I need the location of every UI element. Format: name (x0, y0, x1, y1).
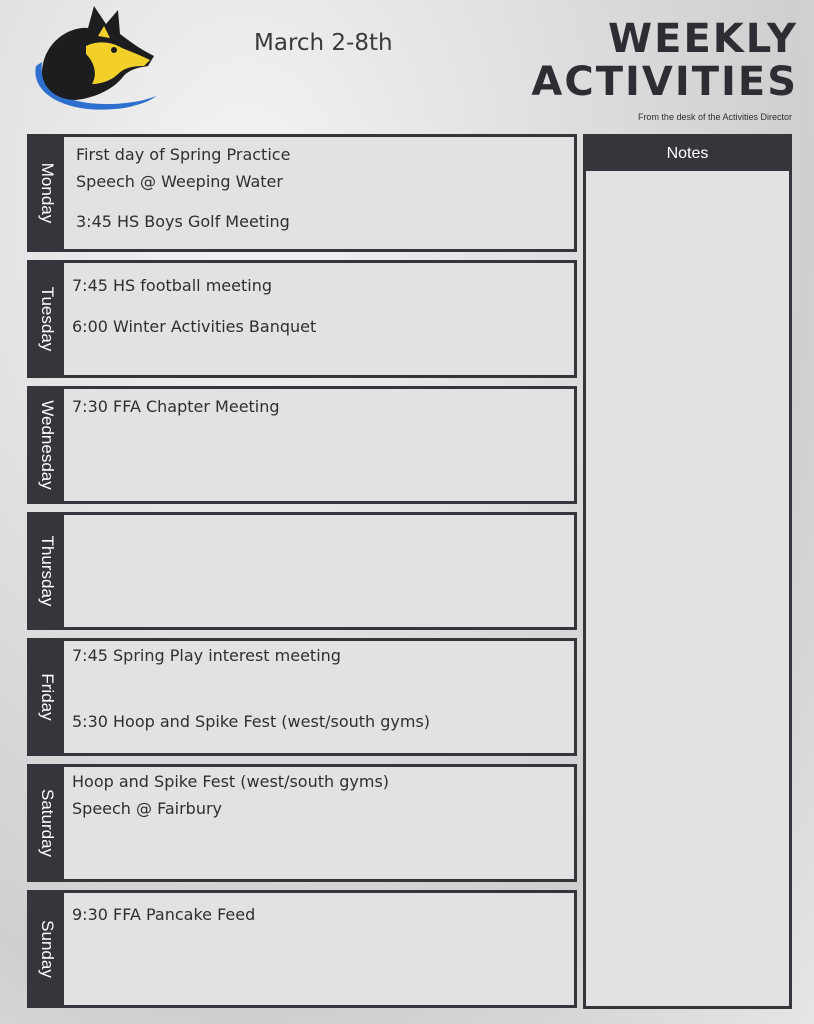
day-tab-saturday (30, 767, 64, 879)
day-content-thursday (64, 515, 574, 627)
day-card-tuesday (27, 260, 577, 378)
day-content-monday (64, 137, 574, 249)
day-tab-thursday (30, 515, 64, 627)
day-card-monday (27, 134, 577, 252)
day-content-tuesday (64, 263, 574, 375)
page-subtitle: From the desk of the Activities Director (637, 112, 792, 122)
day-label-friday: Friday (38, 673, 57, 721)
day-tab-friday (30, 641, 64, 753)
day-card-saturday (27, 764, 577, 882)
day-label-sunday: Sunday (38, 920, 57, 978)
event-item: First day of Spring Practice (76, 145, 291, 164)
day-label-monday: Monday (38, 162, 57, 224)
event-item: 3:45 HS Boys Golf Meeting (76, 212, 290, 231)
day-tab-tuesday (30, 263, 64, 375)
day-card-thursday (27, 512, 577, 630)
day-card-wednesday (27, 386, 577, 504)
notes-panel (583, 134, 792, 1009)
event-item: Speech @ Weeping Water (76, 172, 283, 191)
notes-heading: Notes (586, 137, 789, 171)
day-tab-monday (30, 137, 64, 249)
day-tab-wednesday (30, 389, 64, 501)
day-content-saturday (64, 767, 574, 879)
day-label-saturday: Saturday (38, 788, 57, 858)
day-content-friday (64, 641, 574, 753)
day-label-tuesday: Tuesday (38, 286, 57, 352)
husky-logo-icon (28, 4, 158, 118)
page-title (531, 18, 798, 104)
day-tab-sunday (30, 893, 64, 1005)
date-range: March 2-8th (254, 30, 393, 56)
event-item: 7:45 HS football meeting (72, 276, 272, 295)
event-item: 6:00 Winter Activities Banquet (72, 317, 317, 336)
day-label-wednesday: Wednesday (38, 400, 57, 490)
day-label-thursday: Thursday (38, 535, 57, 607)
day-content-wednesday (64, 389, 574, 501)
event-item: Speech @ Fairbury (72, 799, 223, 818)
event-item: 7:45 Spring Play interest meeting (72, 646, 341, 665)
title-line-weekly: WEEKLY (608, 16, 798, 62)
event-item: 7:30 FFA Chapter Meeting (72, 397, 280, 416)
title-line-activities: ACTIVITIES (531, 59, 798, 105)
event-item: 9:30 FFA Pancake Feed (72, 905, 256, 924)
day-card-sunday (27, 890, 577, 1008)
event-item: Hoop and Spike Fest (west/south gyms) (72, 772, 390, 791)
day-card-friday (27, 638, 577, 756)
event-item: 5:30 Hoop and Spike Fest (west/south gyms) (72, 712, 431, 731)
day-content-sunday (64, 893, 574, 1005)
